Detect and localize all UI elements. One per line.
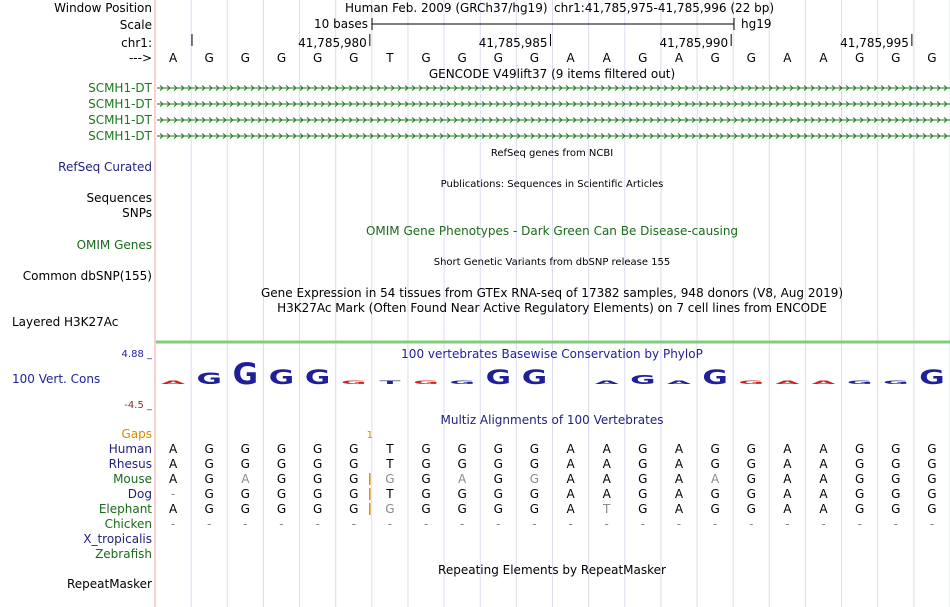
species-label[interactable]: Elephant	[98, 502, 152, 516]
gaps-label: Gaps	[121, 427, 152, 441]
aligned-base: -	[821, 517, 826, 531]
aligned-base: A	[168, 472, 178, 486]
aligned-base: A	[602, 457, 611, 471]
aligned-base: G	[204, 457, 214, 471]
conservation-glyph: G	[883, 380, 909, 386]
reference-base: G	[276, 51, 287, 65]
aligned-base: A	[566, 472, 575, 486]
conservation-glyph: A	[775, 380, 800, 386]
aligned-base: G	[204, 442, 214, 456]
gencode-item-label[interactable]: SCMH1-DT	[88, 129, 152, 143]
aligned-base: A	[783, 457, 792, 471]
conservation-glyph: A	[666, 380, 691, 386]
reference-base: A	[168, 51, 178, 65]
aligned-base: A	[566, 442, 575, 456]
aligned-base: G	[529, 457, 540, 471]
gtex-track-title[interactable]: Gene Expression in 54 tissues from GTEx RNA-seq of 17382 samples, 948 donors (V8, Aug 2019)	[260, 286, 844, 300]
aligned-base: G	[746, 472, 756, 486]
refseq-track-title[interactable]: RefSeq genes from NCBI	[490, 148, 614, 159]
aligned-base: G	[276, 472, 287, 486]
species-label[interactable]: Mouse	[113, 472, 152, 486]
aligned-base: G	[204, 472, 214, 486]
conservation-glyph: G	[268, 366, 295, 390]
conservation-glyph: G	[738, 380, 764, 386]
aligned-base: A	[674, 472, 684, 486]
aligned-base: -	[568, 517, 573, 531]
aligned-base: G	[312, 502, 323, 516]
aligned-base: G	[746, 442, 756, 456]
conservation-glyph: T	[379, 380, 401, 386]
aligned-base: G	[927, 457, 937, 471]
aligned-base: A	[566, 487, 575, 501]
aligned-base: G	[421, 487, 431, 501]
aligned-base: G	[349, 502, 359, 516]
aligned-base: A	[602, 472, 611, 486]
aligned-base: G	[240, 487, 250, 501]
gap-count: 1	[366, 430, 374, 441]
conservation-glyph: A	[811, 380, 836, 386]
reference-base: G	[746, 51, 756, 65]
aligned-base: -	[532, 517, 537, 531]
conservation-glyph: G	[521, 366, 548, 390]
aligned-base: G	[638, 472, 648, 486]
aligned-base: G	[493, 487, 503, 501]
species-label[interactable]: Dog	[127, 487, 152, 501]
reference-base: G	[312, 51, 323, 65]
aligned-base: G	[638, 457, 648, 471]
aligned-base: G	[493, 502, 503, 516]
ruler-tick-label: 41,785,985	[478, 36, 548, 50]
aligned-base: G	[529, 442, 540, 456]
aligned-base: G	[421, 502, 431, 516]
aligned-base: A	[674, 457, 684, 471]
multiz-alignment[interactable]	[83, 442, 936, 561]
aligned-base: T	[386, 457, 394, 471]
species-label[interactable]: Rhesus	[108, 457, 152, 471]
assembly-name: Human Feb. 2009 (GRCh37/hg19)	[345, 1, 548, 15]
gencode-track-title[interactable]: GENCODE V49lift37 (9 items filtered out)	[428, 67, 676, 81]
aligned-base: G	[276, 457, 287, 471]
aligned-base: -	[243, 517, 248, 531]
ruler-tick-label: 41,785,990	[659, 36, 729, 50]
reference-base: G	[421, 51, 431, 65]
aligned-base: G	[421, 472, 431, 486]
refseq-track-label[interactable]: RefSeq Curated	[58, 160, 152, 174]
aligned-base: -	[279, 517, 284, 531]
aligned-base: G	[855, 457, 865, 471]
conservation-glyph: G	[630, 372, 656, 388]
aligned-base: G	[385, 502, 395, 516]
aligned-base: G	[710, 487, 720, 501]
aligned-base: A	[241, 472, 250, 486]
conservation-min-label: -4.5 _	[124, 400, 152, 411]
aligned-base: G	[710, 442, 720, 456]
aligned-base: G	[529, 472, 540, 486]
window-coordinates: chr1:41,785,975-41,785,996 (22 bp)	[554, 1, 775, 15]
aligned-base: G	[855, 442, 865, 456]
repeatmasker-track-title[interactable]: Repeating Elements by RepeatMasker	[438, 563, 666, 577]
aligned-base: -	[459, 517, 465, 531]
reference-base: G	[457, 51, 467, 65]
reference-base: G	[529, 51, 540, 65]
aligned-base: A	[819, 472, 828, 486]
aligned-base: G	[891, 457, 901, 471]
aligned-base: G	[529, 487, 540, 501]
aligned-base: G	[891, 442, 901, 456]
aligned-base: G	[276, 502, 287, 516]
aligned-base: G	[891, 472, 901, 486]
conservation-glyph: G	[413, 380, 439, 386]
aligned-base: A	[819, 442, 828, 456]
aligned-base: A	[602, 442, 611, 456]
aligned-base: G	[746, 502, 756, 516]
omim-track-title[interactable]: OMIM Gene Phenotypes - Dark Green Can Be Disease-causing	[365, 224, 739, 238]
aligned-base: -	[170, 517, 176, 531]
conservation-glyph: G	[485, 366, 512, 390]
aligned-base: G	[746, 457, 756, 471]
aligned-base: G	[276, 487, 287, 501]
aligned-base: A	[819, 487, 828, 501]
aligned-base: -	[170, 487, 176, 501]
reference-base: G	[240, 51, 250, 65]
conservation-glyph: G	[449, 380, 475, 386]
aligned-base: G	[710, 502, 720, 516]
aligned-base: G	[276, 442, 287, 456]
scale-db: hg19	[741, 17, 772, 31]
aligned-base: G	[457, 457, 467, 471]
h3k27ac-track-title[interactable]: H3K27Ac Mark (Often Found Near Active Regulatory Elements) on 7 cell lines from ENCODE	[277, 301, 827, 315]
aligned-base: A	[783, 487, 792, 501]
aligned-base: G	[638, 442, 648, 456]
conservation-max-label: 4.88 _	[121, 349, 152, 360]
omim-track-label[interactable]: OMIM Genes	[76, 238, 152, 252]
aligned-base: G	[746, 487, 756, 501]
aligned-base: G	[638, 502, 648, 516]
conservation-glyph: A	[594, 380, 619, 386]
scale-bar-text: 10 bases	[314, 17, 368, 31]
scale-label: Scale	[119, 18, 152, 32]
aligned-base: G	[240, 502, 250, 516]
aligned-base: A	[566, 457, 575, 471]
aligned-base: -	[640, 517, 646, 531]
aligned-base: G	[891, 502, 901, 516]
conservation-glyph: G	[196, 369, 222, 388]
aligned-base: T	[603, 502, 611, 516]
aligned-base: G	[349, 487, 359, 501]
reference-base: T	[386, 51, 394, 65]
aligned-base: -	[207, 517, 212, 531]
aligned-base: -	[496, 517, 501, 531]
aligned-base: G	[710, 457, 720, 471]
aligned-base: G	[493, 442, 503, 456]
reference-base: A	[674, 51, 684, 65]
aligned-base: A	[819, 457, 828, 471]
reference-base: G	[855, 51, 865, 65]
conservation-glyph: G	[919, 366, 945, 390]
conservation-glyph: A	[161, 380, 186, 386]
aligned-base: G	[385, 472, 395, 486]
gencode-item-label[interactable]: SCMH1-DT	[88, 113, 152, 127]
h3k27ac-track-label[interactable]: Layered H3K27Ac	[12, 315, 119, 329]
snps-track-label[interactable]: SNPs	[122, 206, 152, 220]
aligned-base: G	[421, 442, 431, 456]
reference-base: G	[710, 51, 720, 65]
ruler-tick-label: 41,785,995	[840, 36, 909, 50]
reference-base: G	[891, 51, 901, 65]
species-label[interactable]: Zebrafish	[95, 547, 152, 561]
aligned-base: G	[204, 487, 214, 501]
reference-base: A	[602, 51, 611, 65]
aligned-base: A	[168, 457, 178, 471]
reference-base: G	[638, 51, 648, 65]
aligned-base: G	[855, 502, 865, 516]
reference-base: G	[927, 51, 937, 65]
aligned-base: A	[674, 442, 684, 456]
gencode-item-label[interactable]: SCMH1-DT	[88, 81, 152, 95]
gap-marker	[367, 430, 373, 441]
aligned-base: G	[204, 502, 214, 516]
aligned-base: G	[312, 472, 323, 486]
aligned-base: G	[312, 457, 323, 471]
window-position-label: Window Position	[54, 1, 152, 15]
reference-base: A	[566, 51, 575, 65]
aligned-base: G	[493, 457, 503, 471]
species-label[interactable]: X_tropicalis	[83, 532, 152, 546]
aligned-base: G	[927, 442, 937, 456]
conservation-glyph: G	[846, 380, 873, 386]
aligned-base: A	[168, 442, 178, 456]
aligned-base: -	[423, 517, 429, 531]
publications-track-title[interactable]: Publications: Sequences in Scientific Articles	[440, 179, 664, 190]
aligned-base: G	[855, 472, 865, 486]
aligned-base: -	[857, 517, 862, 531]
conservation-glyph: G	[232, 357, 259, 392]
aligned-base: G	[349, 457, 359, 471]
gencode-track[interactable]	[88, 81, 950, 143]
aligned-base: G	[457, 442, 467, 456]
ruler-ticks	[298, 34, 912, 50]
aligned-base: A	[674, 487, 684, 501]
aligned-base: G	[421, 457, 431, 471]
aligned-base: A	[783, 472, 792, 486]
multiz-track-title[interactable]: Multiz Alignments of 100 Vertebrates	[440, 413, 664, 427]
aligned-base: -	[315, 517, 320, 531]
aligned-base: -	[749, 517, 754, 531]
reference-base: A	[819, 51, 828, 65]
aligned-base: G	[312, 442, 323, 456]
aligned-base: A	[602, 487, 611, 501]
aligned-base: G	[638, 487, 648, 501]
publications-track-label[interactable]: Sequences	[86, 191, 152, 205]
aligned-base: -	[712, 517, 718, 531]
aligned-base: -	[893, 517, 898, 531]
conservation-glyph: G	[341, 380, 367, 386]
strand-label: --->	[128, 51, 152, 65]
aligned-base: G	[493, 472, 503, 486]
aligned-base: A	[168, 502, 178, 516]
reference-base: G	[493, 51, 503, 65]
aligned-base: A	[674, 502, 684, 516]
aligned-base: -	[929, 517, 935, 531]
aligned-base: G	[312, 487, 323, 501]
gencode-item-label[interactable]: SCMH1-DT	[88, 97, 152, 111]
aligned-base: -	[387, 517, 393, 531]
reference-base: G	[349, 51, 359, 65]
repeatmasker-track-label[interactable]: RepeatMasker	[66, 577, 152, 591]
ruler-tick-label: 41,785,980	[298, 36, 367, 50]
species-label[interactable]: Human	[108, 442, 152, 456]
aligned-base: G	[349, 472, 359, 486]
aligned-base: A	[458, 472, 467, 486]
aligned-base: T	[386, 487, 394, 501]
dbsnp-track-title[interactable]: Short Genetic Variants from dbSNP release 155	[433, 257, 671, 268]
reference-base: G	[204, 51, 214, 65]
aligned-base: T	[386, 442, 394, 456]
aligned-base: G	[457, 502, 467, 516]
aligned-base: A	[783, 442, 792, 456]
conservation-track-label[interactable]: 100 Vert. Cons	[12, 372, 101, 386]
dbsnp-track-label[interactable]: Common dbSNP(155)	[22, 269, 152, 283]
aligned-base: -	[351, 517, 356, 531]
aligned-base: -	[785, 517, 790, 531]
aligned-base: G	[240, 457, 250, 471]
aligned-base: G	[927, 502, 937, 516]
ruler-chrom-label: chr1:	[121, 36, 152, 50]
aligned-base: -	[604, 517, 609, 531]
aligned-base: G	[457, 487, 467, 501]
species-label[interactable]: Chicken	[104, 517, 152, 531]
aligned-base: G	[891, 487, 901, 501]
aligned-base: G	[927, 472, 937, 486]
reference-base: A	[783, 51, 792, 65]
aligned-base: G	[529, 502, 540, 516]
aligned-base: A	[783, 502, 792, 516]
aligned-base: -	[676, 517, 682, 531]
aligned-base: G	[240, 442, 250, 456]
aligned-base: A	[819, 502, 828, 516]
conservation-glyph: G	[304, 366, 331, 390]
conservation-track-title[interactable]: 100 vertebrates Basewise Conservation by PhyloP	[401, 347, 703, 361]
aligned-base: G	[927, 487, 937, 501]
aligned-base: G	[855, 487, 865, 501]
conservation-glyph: G	[702, 366, 728, 390]
aligned-base: G	[349, 442, 359, 456]
aligned-base: A	[711, 472, 720, 486]
aligned-base: A	[566, 502, 575, 516]
